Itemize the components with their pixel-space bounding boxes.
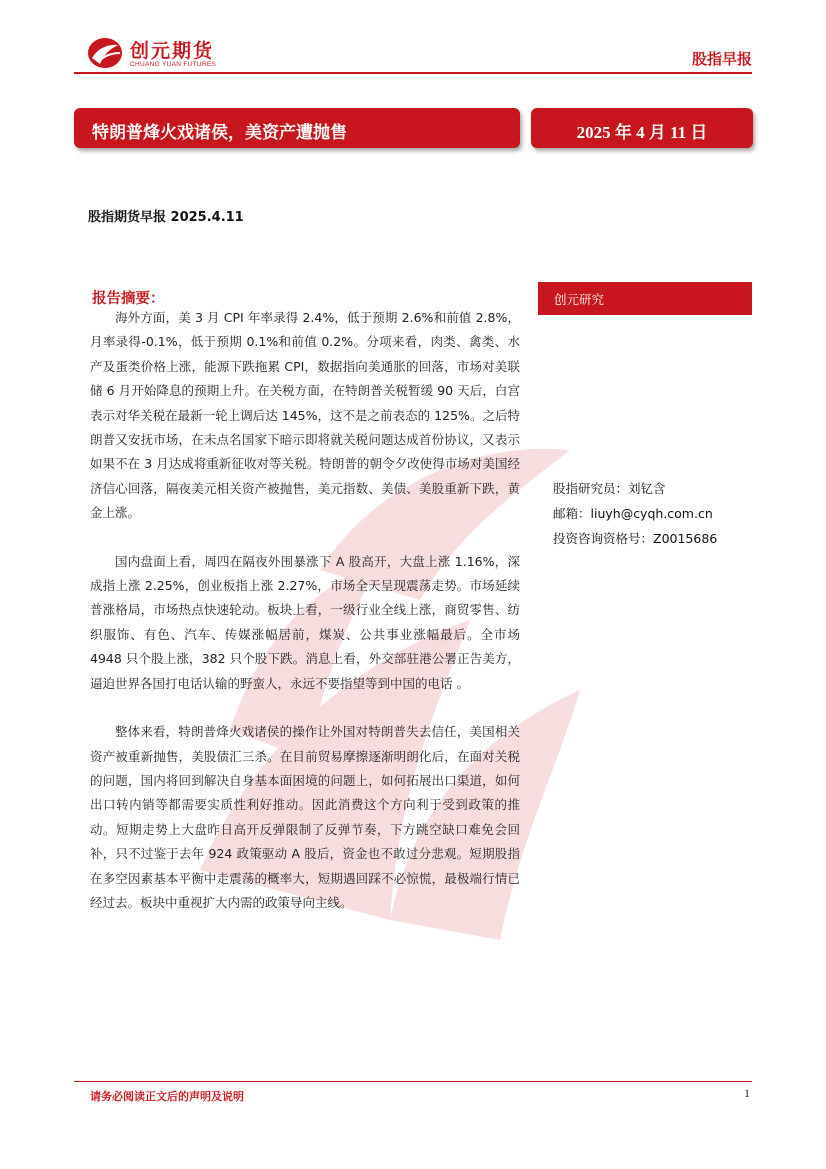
- analyst-email: 邮箱：liuyh@cyqh.com.cn: [553, 506, 713, 521]
- header-divider: [74, 72, 752, 74]
- company-logo: [86, 36, 246, 72]
- page-number: 1: [744, 1086, 750, 1100]
- summary-paragraph-overall: 整体来看，特朗普烽火戏诸侯的操作让外国对特朗普失去信任，美国相关资产被重新抛售，美股债汇三杀。在目前贸易摩擦逐渐明朗化后，在面对关税的问题，国内将回到解决自身基本面困境的问题上，如何拓展出口渠道，如何出口转内销等都需要实质性利好推动。因此消费这个方向利于受到政策的推动。短期走势上大盘昨日高开反弹限制了反弹节奏，下方跳空缺口难免会回补，只不过鉴于去年 924 政策驱动 A 股后，资金也不敢过分悲观。短期股指在多空因素基本平衡中走震荡的概率大，短期遇回踩不必惊慌，最极端行情已经过去。板块中重视扩大内需的政策导向主线。: [90, 724, 520, 910]
- report-title: 特朗普烽火戏诸侯，美资产遭抛售: [92, 123, 347, 143]
- report-type-label: 股指早报: [691, 50, 752, 68]
- logo-english-name: CHUANG YUAN FUTURES: [130, 61, 217, 68]
- analyst-name: 股指研究员：刘钇含: [553, 481, 666, 496]
- summary-body: [90, 306, 520, 915]
- logo-chinese-name: 创元期货: [130, 40, 215, 62]
- date-banner: [531, 108, 753, 148]
- report-date: 2025 年 4 月 11 日: [576, 123, 708, 142]
- report-subtitle: 股指期货早报 2025.4.11: [88, 210, 244, 225]
- sidebar-research-box: [538, 282, 752, 315]
- logo-mark-icon: [86, 36, 124, 70]
- title-banner: [74, 108, 520, 148]
- summary-paragraph-overseas: 海外方面，美 3 月 CPI 年率录得 2.4%，低于预期 2.6%和前值 2.8%，月率录得-0.1%，低于预期 0.1%和前值 0.2%。分项来看，肉类、禽类、水产及蛋类价格上涨，能源下跌拖累 CPI，数据指向美通胀的回落，市场对美联储 6 月开始降息的预期上升。在关税方面，在特朗普关税暂缓 90 天后，白宫表示对华关税在最新一轮上调后达 145%，这不是之前表态的 125%。之后特朗普又安抚市场，在未点名国家下暗示即将就关税问题达成首份协议，又表示如果不在 3 月达成将重新征收对等关税。特朗普的朝令夕改使得市场对美国经济信心回落，隔夜美元相关资产被抛售，美元指数、美债、美股重新下跌，黄金上涨。: [90, 310, 520, 521]
- analyst-license: 投资咨询资格号：Z0015686: [553, 531, 718, 546]
- summary-heading: 报告摘要：: [92, 291, 165, 307]
- disclaimer-note: 请务必阅读正文后的声明及说明: [90, 1090, 244, 1103]
- sidebar-title: 创元研究: [554, 292, 605, 307]
- summary-paragraph-domestic: 国内盘面上看，周四在隔夜外围暴涨下 A 股高开，大盘上涨 1.16%，深成指上涨 2.25%，创业板指上涨 2.27%，市场全天呈现震荡走势。市场延续普涨格局，市场热点快速轮动。板块上看，一级行业全线上涨，商贸零售、纺织服饰、有色、汽车、传媒涨幅居前，煤炭、公共事业涨幅最后。全市场 4948 只个股上涨，382 只个股下跌。消息上看，外交部驻港公署正告美方，逼迫世界各国打电话认输的野蛮人，永远不要指望等到中国的电话 。: [90, 553, 520, 691]
- analyst-info: [553, 476, 717, 551]
- footer-divider: [74, 1081, 752, 1082]
